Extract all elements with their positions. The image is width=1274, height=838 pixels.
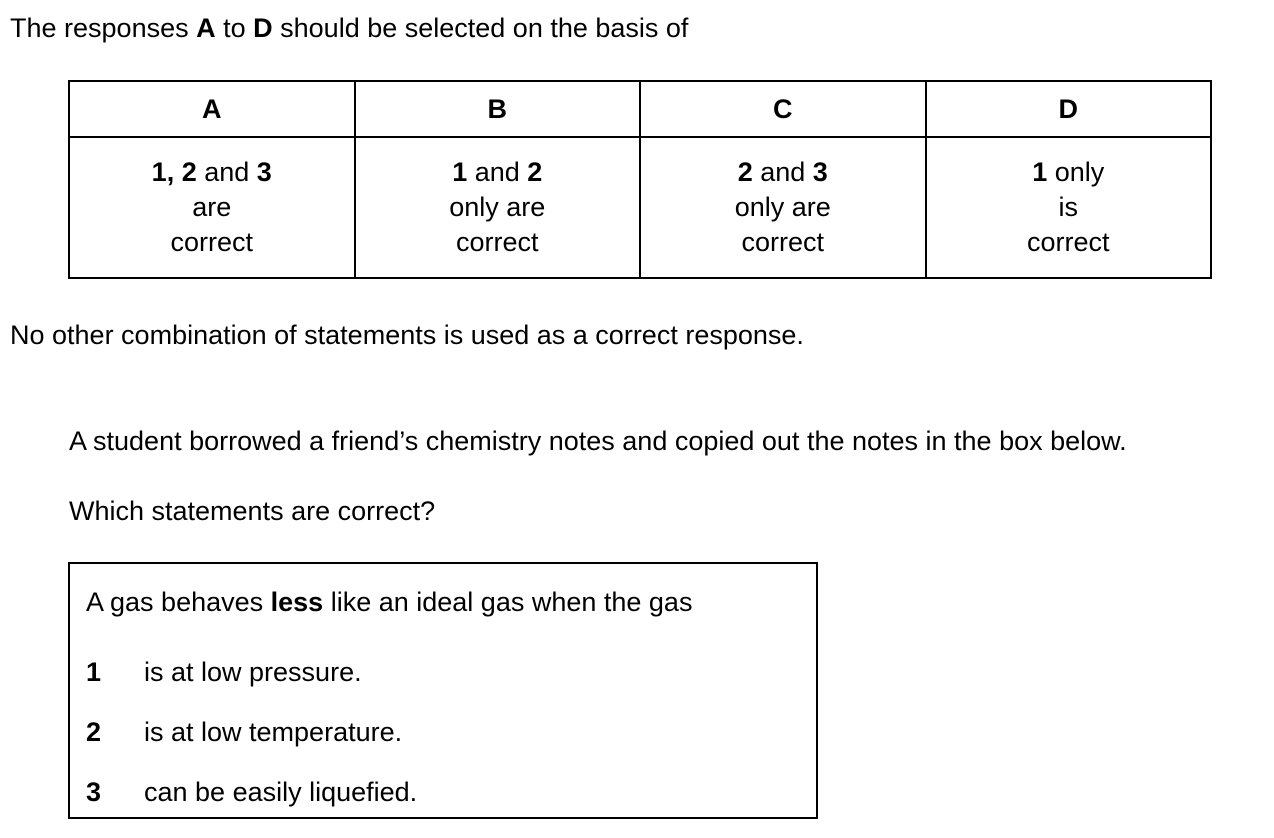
key-cell-d-line2: is xyxy=(1058,192,1078,222)
key-header-c: C xyxy=(640,81,926,137)
key-cell-a-num1: 1 xyxy=(151,157,167,187)
notes-box xyxy=(68,562,818,819)
statement-2-number: 2 xyxy=(86,717,102,747)
key-cell-c-num1: 2 xyxy=(737,157,753,187)
key-cell-b-num2: 2 xyxy=(527,157,543,187)
key-cell-d-line3: correct xyxy=(1026,227,1110,257)
intro-letter-a: A xyxy=(196,13,216,43)
statement-3-number: 3 xyxy=(86,777,102,807)
notes-stem-bold: less xyxy=(270,587,324,617)
question-prompt: Which statements are correct? xyxy=(69,496,436,526)
key-header-d: D xyxy=(926,81,1212,137)
key-cell-a-line3: correct xyxy=(170,227,254,257)
key-cell-c xyxy=(640,137,926,278)
key-cell-d-num1: 1 xyxy=(1032,157,1048,187)
statement-1-text: is at low pressure. xyxy=(144,657,362,687)
key-cell-b-and: and xyxy=(467,157,528,187)
instructions-text xyxy=(10,10,688,46)
notes-stem-suffix: like an ideal gas when the gas xyxy=(323,587,693,617)
combination-note: No other combination of statements is used as a correct response. xyxy=(10,320,804,350)
key-cell-a-num3: 3 xyxy=(256,157,272,187)
key-cell-a-and: and xyxy=(196,157,257,187)
intro-letter-d: D xyxy=(253,13,273,43)
key-cell-c-line3: correct xyxy=(741,227,825,257)
key-cell-c-and: and xyxy=(752,157,813,187)
key-cell-a xyxy=(69,137,355,278)
statement-1 xyxy=(86,654,362,690)
response-key-table xyxy=(68,80,1212,279)
key-header-b: B xyxy=(355,81,641,137)
key-cell-d xyxy=(926,137,1212,278)
statement-1-number: 1 xyxy=(86,657,102,687)
notes-stem-prefix: A gas behaves xyxy=(86,587,271,617)
key-cell-a-sep: , xyxy=(166,157,182,187)
key-header-a: A xyxy=(69,81,355,137)
intro-middle: to xyxy=(215,13,254,43)
key-cell-b-line3: correct xyxy=(455,227,539,257)
key-cell-c-line2: only are xyxy=(734,192,831,222)
key-cell-b-num1: 1 xyxy=(452,157,468,187)
key-cell-c-num2: 3 xyxy=(812,157,828,187)
key-cell-b-line2: only are xyxy=(449,192,546,222)
key-cell-a-line2: are xyxy=(192,192,232,222)
notes-stem xyxy=(86,584,692,620)
key-cell-b xyxy=(355,137,641,278)
statement-2 xyxy=(86,714,402,750)
intro-suffix: should be selected on the basis of xyxy=(272,13,689,43)
statement-3-text: can be easily liquefied. xyxy=(144,777,418,807)
key-cell-d-only: only xyxy=(1047,157,1105,187)
key-body-row xyxy=(69,137,1211,278)
intro-prefix: The responses xyxy=(10,13,197,43)
key-header-row xyxy=(69,81,1211,137)
question-intro: A student borrowed a friend’s chemistry notes and copied out the notes in the box below. xyxy=(69,426,1127,456)
statement-2-text: is at low temperature. xyxy=(144,717,403,747)
key-cell-a-num2: 2 xyxy=(181,157,197,187)
statement-3 xyxy=(86,774,417,810)
